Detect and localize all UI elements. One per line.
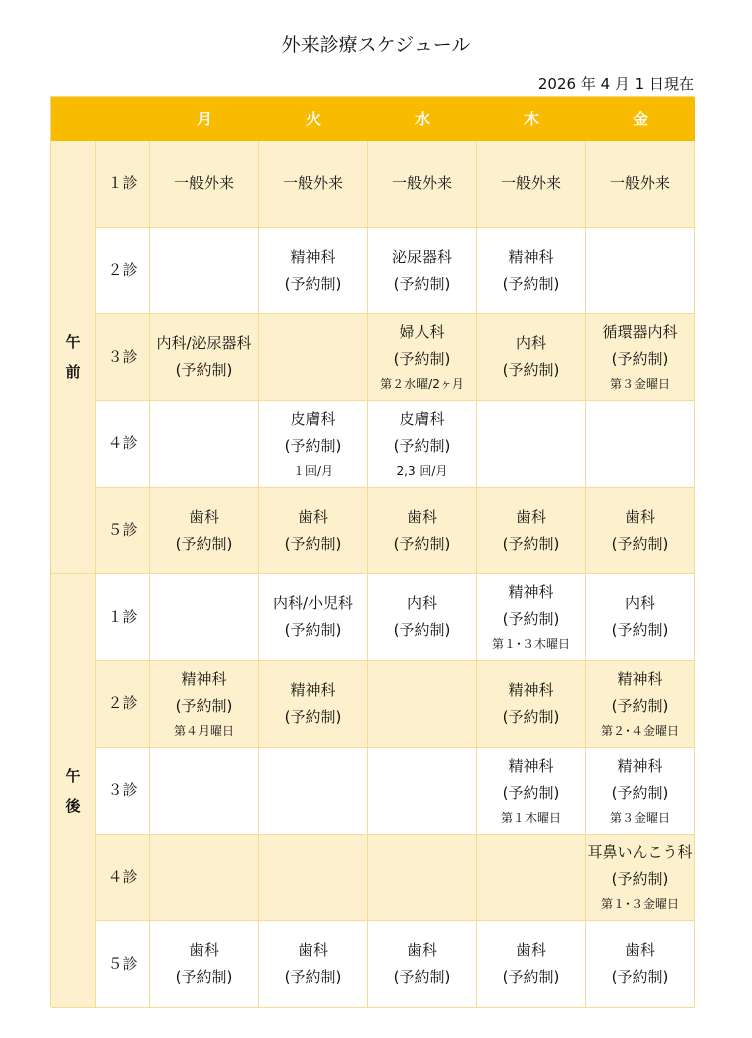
department-name: 精神科 — [508, 756, 554, 775]
slot-label — [96, 228, 150, 315]
schedule-cell — [368, 314, 477, 401]
slot-label — [96, 748, 150, 835]
schedule-note: 第３金曜日 — [609, 377, 670, 392]
schedule-cell — [368, 661, 477, 748]
schedule-cell — [259, 921, 368, 1008]
reservation-note: (予約制) — [502, 274, 560, 293]
period-label-top: 午 — [65, 333, 81, 352]
department-name: 泌尿器科 — [391, 247, 452, 266]
schedule-note: １回/月 — [292, 463, 334, 478]
schedule-cell — [259, 228, 368, 315]
department-name: 内科 — [515, 334, 546, 353]
reservation-note: (予約制) — [393, 436, 451, 455]
period-label-top: 午 — [65, 766, 81, 785]
schedule-cell — [259, 488, 368, 575]
schedule-cell — [150, 748, 259, 835]
schedule-cell — [150, 661, 259, 748]
schedule-note: 2,3 回/月 — [396, 463, 448, 478]
schedule-cell — [150, 488, 259, 575]
schedule-note: 第３金曜日 — [609, 810, 670, 825]
department-name: 歯科 — [297, 507, 328, 526]
slot-text: ４診 — [107, 867, 138, 886]
schedule-cell — [259, 574, 368, 661]
schedule-cell — [586, 835, 695, 922]
slot-text: １診 — [107, 607, 138, 626]
reservation-note: (予約制) — [502, 361, 560, 380]
schedule-cell — [477, 661, 586, 748]
slot-text: ２診 — [107, 261, 138, 280]
department-name: 歯科 — [624, 941, 655, 960]
slot-text: １診 — [107, 174, 138, 193]
reservation-note: (予約制) — [284, 274, 342, 293]
slot-text: ３診 — [107, 347, 138, 366]
reservation-note: (予約制) — [393, 350, 451, 369]
reservation-note: (予約制) — [502, 610, 560, 629]
department-name: 一般外来 — [500, 174, 561, 193]
schedule-cell — [259, 748, 368, 835]
slot-text: ２診 — [107, 694, 138, 713]
department-name: 歯科 — [406, 507, 437, 526]
schedule-cell — [259, 314, 368, 401]
reservation-note: (予約制) — [175, 696, 233, 715]
reservation-note: (予約制) — [611, 696, 669, 715]
slot-label — [96, 835, 150, 922]
schedule-cell — [368, 228, 477, 315]
department-name: 内科 — [624, 594, 655, 613]
reservation-note: (予約制) — [502, 968, 560, 987]
schedule-note: 第２水曜/2ヶ月 — [380, 377, 464, 392]
day-label: 木 — [523, 109, 539, 128]
department-name: 皮膚科 — [399, 409, 445, 428]
department-name: 歯科 — [188, 507, 219, 526]
reservation-note: (予約制) — [502, 783, 560, 802]
schedule-note: 第１･３金曜日 — [600, 897, 679, 912]
schedule-cell — [150, 401, 259, 488]
schedule-note: 第１･３木曜日 — [491, 637, 570, 652]
period-label — [51, 574, 96, 1007]
reservation-note: (予約制) — [502, 707, 560, 726]
schedule-cell — [586, 314, 695, 401]
department-name: 一般外来 — [173, 174, 234, 193]
department-name: 循環器内科 — [602, 323, 678, 342]
slot-label — [96, 921, 150, 1008]
schedule-cell — [477, 228, 586, 315]
schedule-note: 第１木曜日 — [500, 810, 561, 825]
reservation-note: (予約制) — [284, 707, 342, 726]
department-name: 歯科 — [624, 507, 655, 526]
schedule-cell — [150, 228, 259, 315]
department-name: 精神科 — [290, 680, 336, 699]
department-name: 精神科 — [290, 247, 336, 266]
slot-text: ４診 — [107, 434, 138, 453]
schedule-cell — [586, 661, 695, 748]
reservation-note: (予約制) — [393, 968, 451, 987]
reservation-note: (予約制) — [611, 968, 669, 987]
slot-label — [96, 314, 150, 401]
schedule-cell — [150, 314, 259, 401]
department-name: 耳鼻いんこう科 — [587, 843, 693, 862]
department-name: 皮膚科 — [290, 409, 336, 428]
day-label: 水 — [414, 109, 430, 128]
slot-text: ５診 — [107, 954, 138, 973]
schedule-cell — [368, 835, 477, 922]
slot-text: ３診 — [107, 781, 138, 800]
department-name: 歯科 — [515, 941, 546, 960]
schedule-cell — [150, 574, 259, 661]
reservation-note: (予約制) — [611, 621, 669, 640]
schedule-cell — [477, 748, 586, 835]
schedule-cell — [586, 574, 695, 661]
reservation-note: (予約制) — [284, 534, 342, 553]
reservation-note: (予約制) — [611, 783, 669, 802]
day-header — [150, 97, 259, 141]
reservation-note: (予約制) — [175, 534, 233, 553]
schedule-cell — [259, 401, 368, 488]
schedule-cell — [477, 488, 586, 575]
reservation-note: (予約制) — [393, 274, 451, 293]
header-blank — [51, 97, 150, 141]
reservation-note: (予約制) — [393, 534, 451, 553]
department-name: 婦人科 — [399, 323, 445, 342]
department-name: 精神科 — [508, 583, 554, 602]
reservation-note: (予約制) — [611, 870, 669, 889]
slot-label — [96, 401, 150, 488]
schedule-cell — [368, 574, 477, 661]
period-label-bottom: 後 — [65, 796, 81, 815]
as-of-date: 2026 年 4 月 1 日現在 — [537, 75, 694, 93]
department-name: 一般外来 — [391, 174, 452, 193]
schedule-cell — [150, 921, 259, 1008]
day-header — [477, 97, 586, 141]
schedule-cell — [150, 141, 259, 228]
reservation-note: (予約制) — [611, 534, 669, 553]
day-label: 金 — [632, 109, 648, 128]
department-name: 歯科 — [188, 941, 219, 960]
department-name: 内科/小児科 — [272, 594, 354, 613]
schedule-cell — [477, 574, 586, 661]
reservation-note: (予約制) — [175, 361, 233, 380]
schedule-cell — [477, 314, 586, 401]
slot-label — [96, 661, 150, 748]
department-name: 歯科 — [406, 941, 437, 960]
schedule-cell — [586, 401, 695, 488]
reservation-note: (予約制) — [502, 534, 560, 553]
schedule-cell — [586, 748, 695, 835]
schedule-cell — [586, 228, 695, 315]
period-label — [51, 141, 96, 574]
reservation-note: (予約制) — [175, 968, 233, 987]
schedule-cell — [477, 835, 586, 922]
day-header — [586, 97, 695, 141]
slot-label — [96, 141, 150, 228]
department-name: 精神科 — [617, 756, 663, 775]
department-name: 精神科 — [181, 669, 227, 688]
day-header — [368, 97, 477, 141]
department-name: 精神科 — [508, 680, 554, 699]
schedule-cell — [477, 921, 586, 1008]
department-name: 歯科 — [297, 941, 328, 960]
slot-label — [96, 574, 150, 661]
slot-label — [96, 488, 150, 575]
schedule-cell — [368, 401, 477, 488]
reservation-note: (予約制) — [284, 968, 342, 987]
day-label: 月 — [196, 109, 212, 128]
department-name: 精神科 — [617, 669, 663, 688]
schedule-cell — [477, 141, 586, 228]
department-name: 内科/泌尿器科 — [156, 334, 252, 353]
department-name: 内科 — [406, 594, 437, 613]
schedule-cell — [368, 748, 477, 835]
department-name: 一般外来 — [282, 174, 343, 193]
day-header — [259, 97, 368, 141]
page-title: 外来診療スケジュール — [281, 34, 471, 56]
schedule-cell — [368, 141, 477, 228]
schedule-cell — [259, 141, 368, 228]
schedule-note: 第４月曜日 — [173, 723, 234, 738]
schedule-table — [50, 96, 694, 1007]
schedule-cell — [586, 488, 695, 575]
department-name: 歯科 — [515, 507, 546, 526]
department-name: 一般外来 — [609, 174, 670, 193]
reservation-note: (予約制) — [284, 621, 342, 640]
schedule-cell — [586, 141, 695, 228]
schedule-cell — [259, 661, 368, 748]
reservation-note: (予約制) — [611, 350, 669, 369]
schedule-cell — [586, 921, 695, 1008]
schedule-cell — [368, 921, 477, 1008]
period-label-bottom: 前 — [65, 363, 81, 382]
schedule-note: 第２･４金曜日 — [600, 723, 679, 738]
department-name: 精神科 — [508, 247, 554, 266]
reservation-note: (予約制) — [284, 436, 342, 455]
schedule-cell — [150, 835, 259, 922]
schedule-cell — [259, 835, 368, 922]
slot-text: ５診 — [107, 521, 138, 540]
schedule-cell — [368, 488, 477, 575]
reservation-note: (予約制) — [393, 621, 451, 640]
day-label: 火 — [305, 109, 321, 128]
schedule-cell — [477, 401, 586, 488]
